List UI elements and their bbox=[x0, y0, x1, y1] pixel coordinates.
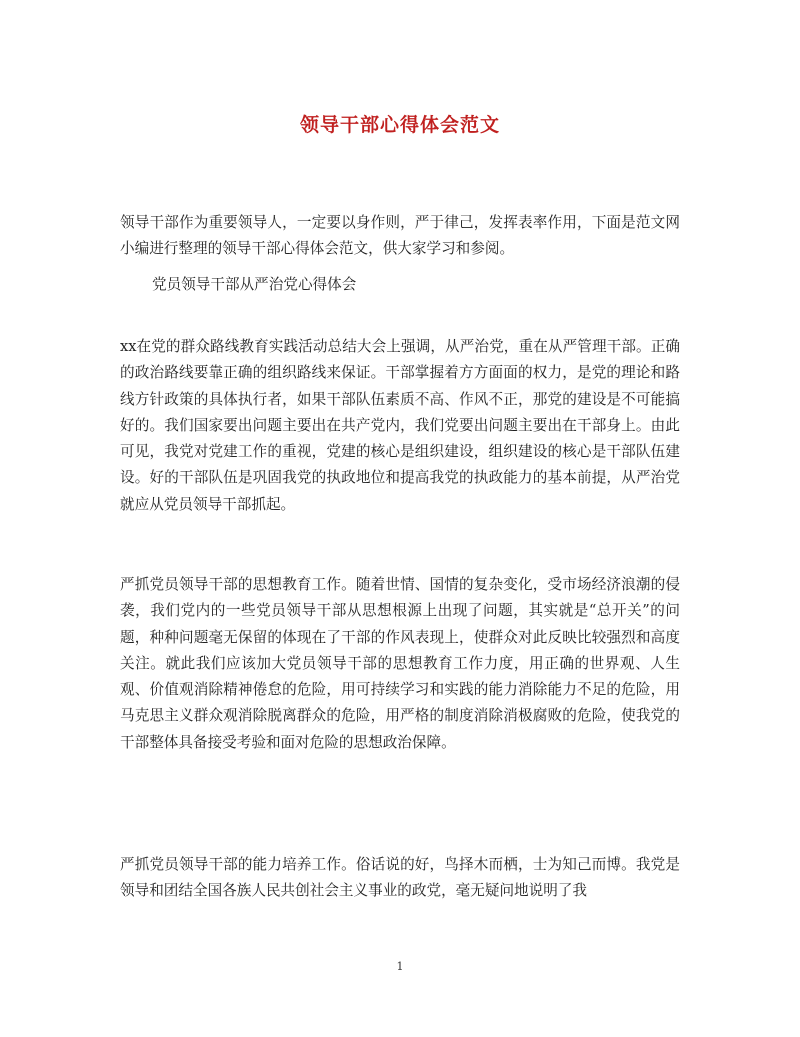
page-number: 1 bbox=[396, 960, 404, 973]
body-paragraph-3: 严抓党员领导干部的能力培养工作。俗话说的好，鸟择木而栖，士为知己而博。我党是领导和团结全国各族人民共创社会主义事业的政党，毫无疑问地说明了我 bbox=[120, 856, 680, 900]
document-title: 领导干部心得体会范文 bbox=[299, 114, 500, 136]
body-paragraph-2: 严抓党员领导干部的思想教育工作。随着世情、国情的复杂变化，受市场经济浪潮的侵袭，我们党内的一些党员领导干部从思想根源上出现了问题，其实就是“总开关”的问题，种种问题毫无保留的体现在了干部的作风表现上，使群众对此反映比较强烈和高度关注。就此我们应该加大党员领导干部的思想教育工作力度，用正确的世界观、人生观、价值观消除精神倦怠的危险，用可持续学习和实践的能力消除能力不足的危险，用马克思主义群众观消除脱离群众的危险，用严格的制度消除消极腐败的危险，使我党的干部整体具备接受考验和面对危险的思想政治保障。 bbox=[120, 576, 680, 751]
section-subtitle: 党员领导干部从严治党心得体会 bbox=[152, 276, 357, 293]
intro-paragraph: 领导干部作为重要领导人，一定要以身作则，严于律己，发挥表率作用，下面是范文网小编进行整理的领导干部心得体会范文，供大家学习和参阅。 bbox=[120, 214, 680, 258]
body-paragraph-1: xx在党的群众路线教育实践活动总结大会上强调，从严治党，重在从严管理干部。正确的政治路线要靠正确的组织路线来保证。干部掌握着方方面面的权力，是党的理论和路线方针政策的具体执行者，如果干部队伍素质不高、作风不正，那党的建设是不可能搞好的。我们国家要出问题主要出在共产党内，我们党要出问题主要出在干部身上。由此可见，我党对党建工作的重视，党建的核心是组织建设，组织建设的核心是干部队伍建设。好的干部队伍是巩固我党的执政地位和提高我党的执政能力的基本前提，从严治党就应从党员领导干部抓起。 bbox=[120, 338, 680, 513]
